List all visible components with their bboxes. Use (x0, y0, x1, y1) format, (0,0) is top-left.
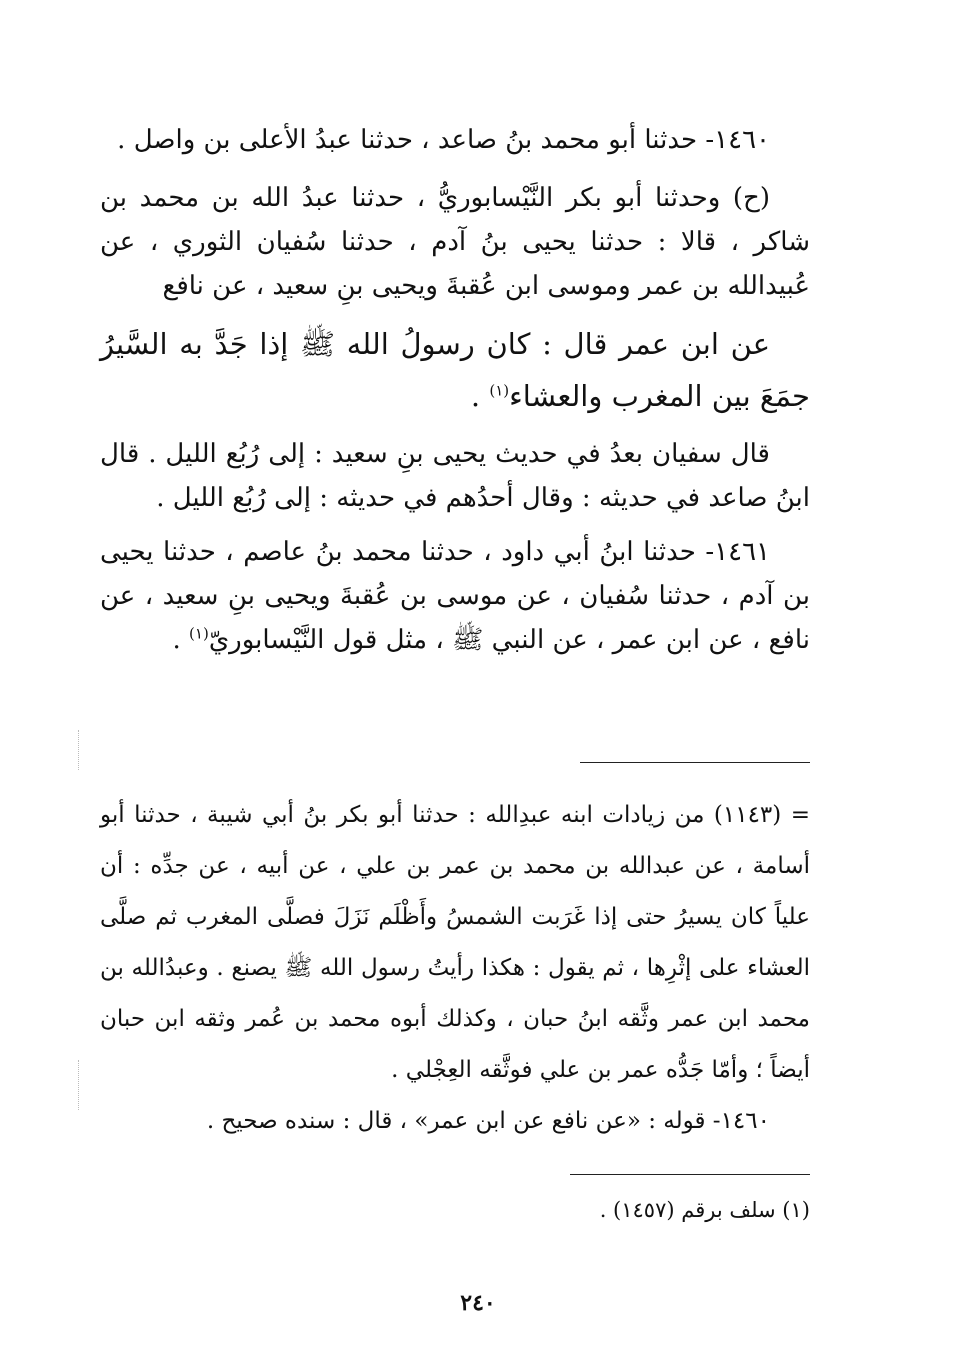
notes-separator (580, 762, 810, 763)
hadith-1461-text: ١٤٦١- حدثنا ابنُ أبي داود ، حدثنا محمد بنُ عاصم ، حدثنا يحيى بن آدم ، حدثنا سُفيان ، عن موسى بن عُقبةَ ويحيى بنِ سعيد ، عن نافع ، عن ابن عمر ، عن النبي ﷺ ، مثل قول النَّيْسابوريّ (100, 537, 810, 655)
footnote-marker: (١) (189, 624, 209, 643)
margin-mark (78, 1060, 79, 1110)
hadith-1460-first-isnad: ١٤٦٠- حدثنا أبو محمد بنُ صاعد ، حدثنا عبدُ الأعلى بن واصل . (117, 125, 770, 155)
hadith-1461-end: . (172, 625, 190, 655)
footnote (100, 1190, 810, 1230)
hadith-1460-second-isnad: (ح) وحدثنا أبو بكر النَّيْسابوريُّ ، حدثنا عبدُ الله بن محمد بن شاكر ، قالا : حدثنا يحيى بنُ آدم ، حدثنا سُفيان الثوري ، عن عُبيدالله بن عمر وموسى ابن عُقبةَ ويحيى بنِ سعيد ، عن نافع (100, 183, 810, 301)
footnote-marker: (١) (489, 381, 510, 400)
notes-section (100, 790, 810, 1147)
footnote-separator (570, 1174, 810, 1175)
hadith-1460-note: قال سفيان بعدُ في حديث يحيى بنِ سعيد : إلى رُبُع الليل . قال ابنُ صاعد في حديثه : وقال أحدُهم في حديثه : إلى رُبُع الليل . (100, 439, 810, 513)
main-text (100, 118, 810, 662)
comment-1460: ١٤٦٠- قوله : «عن نافع عن ابن عمر» ، قال : سنده صحيح . (206, 1108, 770, 1134)
page-number: ٢٤٠ (460, 1290, 496, 1316)
matn-end: . (470, 379, 490, 413)
matn-text: عن ابن عمر قال : كان رسولُ الله ﷺ إذا جَدَّ به السَّيرُ جمَعَ بين المغرب والعشاء (100, 327, 810, 413)
footnote-text: (١) سلف برقم (١٤٥٧) . (599, 1198, 810, 1222)
hadith-1460-matn (100, 318, 810, 422)
zawaid-note: = (١١٤٣) من زيادات ابنه عبدِالله : حدثنا أبو بكر بنُ أبي شيبة ، حدثنا أبو أسامة ، عن عبدالله بن محمد بن عمر بن علي ، عن أبيه ، عن جدِّه : أن علياً كان يسيرُ حتى إذا غَرَبت الشمسُ وأَظْلَم نَزَلَ فصلَّى المغرب ثم صلَّى العشاء على إثْرِها ، ثم يقول : هكذا رأيتُ رسول الله ﷺ يصنع . وعبدُالله بن محمد ابن عمر وثَّقه ابنُ حبان ، وكذلك أبوه محمد بن عُمر وثقه ابن حبان أيضاً ؛ وأمّا جَدُّه عمر بن علي فوثَّقه العِجْلي . (100, 802, 810, 1083)
hadith-1461 (100, 530, 810, 662)
margin-mark (78, 730, 79, 770)
